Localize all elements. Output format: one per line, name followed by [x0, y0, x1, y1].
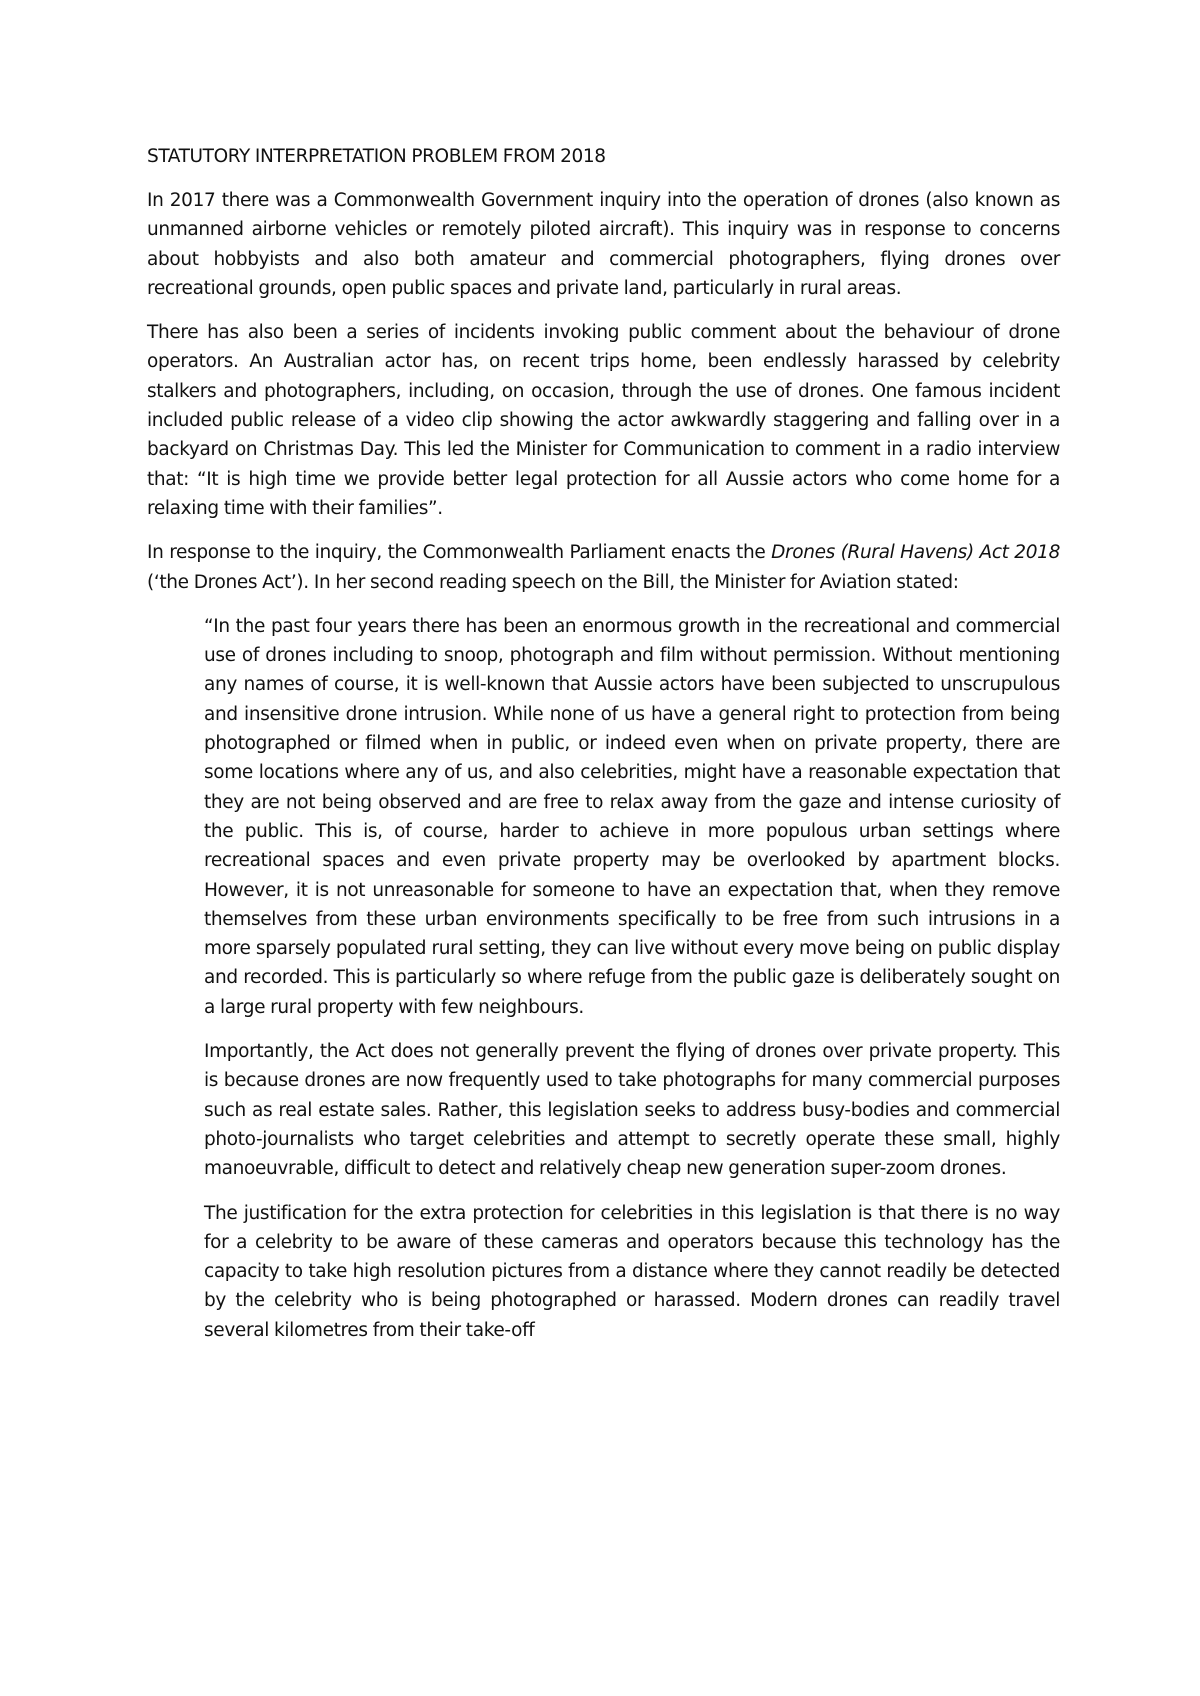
- quote-paragraph-2: Importantly, the Act does not generally prevent the flying of drones over private property. This is because drones are now frequently used to take photographs for many commercial purposes such as real estate sales. Rather, this legislation seeks to address busy-bodies and commercial photo-journalists who target celebrities and attempt to secretly operate these small, highly manoeuvrable, difficult to detect and relatively cheap new generation super-zoom drones.: [204, 1041, 1060, 1180]
- document-page: [147, 142, 1060, 1360]
- paragraph-response-before: In response to the inquiry, the Commonwealth Parliament enacts the: [147, 542, 772, 564]
- paragraph-incidents: There has also been a series of incidents invoking public comment about the behaviour of drone operators. An Australian actor has, on recent trips home, been endlessly harassed by celebrity stalkers and photographers, including, on occasion, through the use of drones. One famous incident included public release of a video clip showing the actor awkwardly staggering and falling over in a backyard on Christmas Day. This led the Minister for Communication to comment in a radio interview that: “It is high time we provide better legal protection for all Aussie actors who come home for a relaxing time with their families”.: [147, 322, 1060, 519]
- quote-paragraph-1: “In the past four years there has been an enormous growth in the recreational and commercial use of drones including to snoop, photograph and film without permission. Without mentioning any names of course, it is well-known that Aussie actors have been subjected to unscrupulous and insensitive drone intrusion. While none of us have a general right to protection from being photographed or filmed when in public, or indeed even when on private property, there are some locations where any of us, and also celebrities, might have a reasonable expectation that they are not being observed and are free to relax away from the gaze and intense curiosity of the public. This is, of course, harder to achieve in more populous urban settings where recreational spaces and even private property may be overlooked by apartment blocks. However, it is not unreasonable for someone to have an expectation that, when they remove themselves from these urban environments specifically to be free from such intrusions in a more sparsely populated rural setting, they can live without every move being on public display and recorded. This is particularly so where refuge from the public gaze is deliberately sought on a large rural property with few neighbours.: [204, 615, 1060, 1018]
- paragraph-response: [147, 538, 1060, 597]
- paragraph-response-after: (‘the Drones Act’). In her second reading speech on the Bill, the Minister for Aviation stated:: [147, 571, 959, 593]
- act-name: Drones (Rural Havens) Act 2018: [771, 542, 1060, 564]
- document-title: STATUTORY INTERPRETATION PROBLEM FROM 2018: [147, 146, 606, 167]
- quote-paragraph-3: The justification for the extra protection for celebrities in this legislation is that there is no way for a celebrity to be aware of these cameras and operators because this technology has the capacity to take high resolution pictures from a distance where they cannot readily be detected by the celebrity who is being photographed or harassed. Modern drones can readily travel several kilometres from their take-off: [204, 1202, 1060, 1341]
- paragraph-inquiry: In 2017 there was a Commonwealth Government inquiry into the operation of drones (also known as unmanned airborne vehicles or remotely piloted aircraft). This inquiry was in response to concerns about hobbyists and also both amateur and commercial photographers, flying drones over recreational grounds, open public spaces and private land, particularly in rural areas.: [147, 190, 1060, 299]
- second-reading-quote: [204, 612, 1060, 1345]
